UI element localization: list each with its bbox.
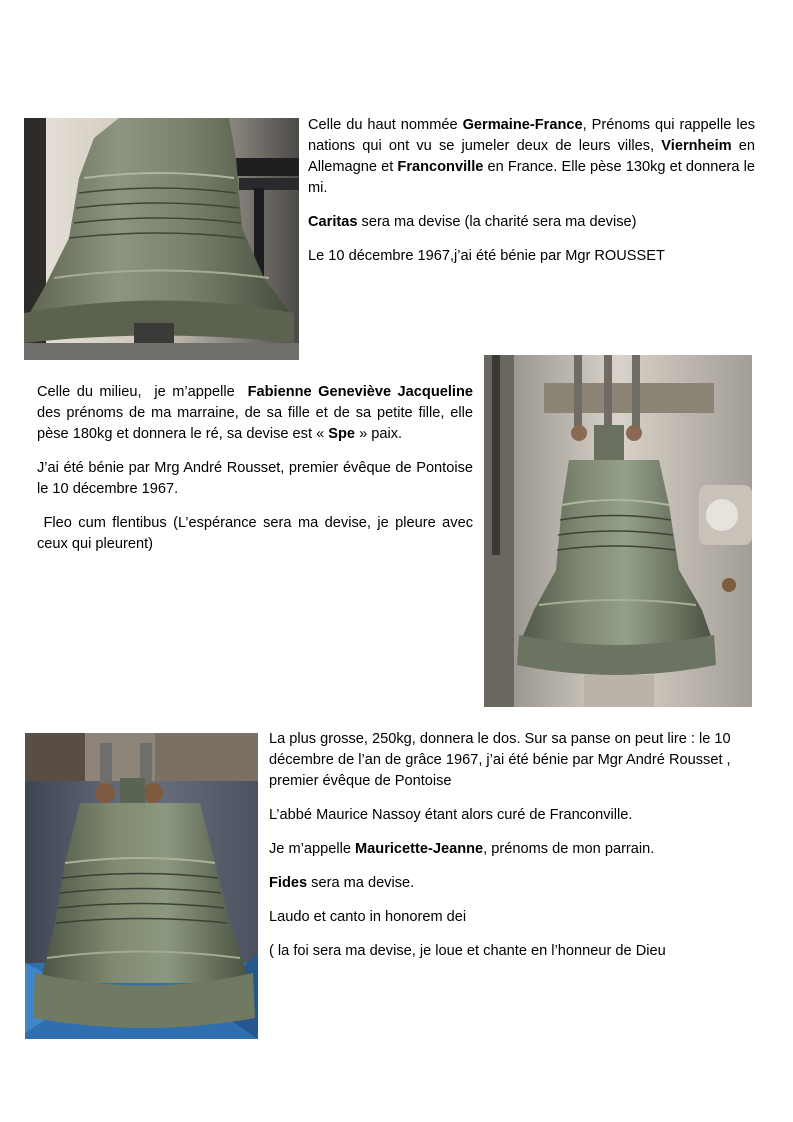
town-name-viernheim: Viernheim — [661, 138, 732, 154]
bell-name-mauricette-jeanne: Mauricette-Jeanne — [355, 841, 484, 857]
paragraph-laudo-et-canto: Laudo et canto in honorem dei — [269, 909, 467, 925]
text-run: , prénoms de mon parrain. — [483, 841, 655, 857]
paragraph-mauricette-jeanne — [269, 839, 755, 860]
text-run: en France. Elle pèse 130kg et donnera le mi. — [308, 159, 755, 196]
text-run: sera ma devise. — [307, 875, 415, 891]
text-block-germaine-france — [308, 115, 755, 280]
text-run: des prénoms de ma marraine, de sa fille et de sa petite fille, elle pèse 180kg et donnera le ré, sa devise est « — [37, 405, 473, 442]
paragraph-fabienne-intro — [37, 382, 473, 445]
text-run: en Allemagne et — [308, 138, 756, 175]
text-run: Celle du milieu, je m’appelle — [37, 384, 248, 400]
text-run: , Prénoms qui rappelle les nations qui ont vu se jumeler deux de leurs villes, — [308, 117, 755, 154]
paragraph-abbe-nassoy: L’abbé Maurice Nassoy étant alors curé de Franconville. — [269, 807, 633, 823]
bell-photo-3-image — [25, 733, 258, 1039]
paragraph-blessing-date-2: J’ai été bénie par Mrg André Rousset, premier évêque de Pontoise le 10 décembre 1967. — [37, 460, 473, 497]
motto-caritas: Caritas — [308, 214, 358, 230]
text-run: sera ma devise (la charité sera ma devise) — [357, 214, 637, 230]
paragraph-plus-grosse: La plus grosse, 250kg, donnera le dos. Sur sa panse on peut lire : le 10 décembre de l’an de grâce 1967, j’ai été bénie par Mgr André Rousset , premier évêque de Pontoise — [269, 731, 731, 789]
bell-photo-2-image — [484, 355, 752, 707]
bell-name-germaine-france: Germaine-France — [462, 117, 583, 133]
paragraph-fides-motto — [269, 873, 755, 894]
bell-name-fabienne-genevieve-jacqueline: Fabienne Geneviève Jacqueline — [247, 384, 473, 400]
text-block-mauricette-jeanne — [269, 729, 755, 975]
paragraph-caritas-motto — [308, 212, 755, 233]
motto-spe: Spe — [328, 426, 356, 442]
bell-photo-germaine-france — [24, 118, 299, 360]
text-run: » paix. — [355, 426, 403, 442]
text-run: Je m’appelle — [269, 841, 355, 857]
paragraph-la-foi-translation: ( la foi sera ma devise, je loue et chante en l’honneur de Dieu — [269, 943, 666, 959]
text-block-fabienne-genevieve-jacqueline — [37, 382, 478, 568]
paragraph-germaine-france-intro — [308, 115, 755, 199]
text-run: Celle du haut nommée — [308, 117, 463, 133]
bell-photo-fabienne-genevieve-jacqueline — [484, 355, 752, 707]
paragraph-fleo-cum-flentibus: Fleo cum flentibus (L’espérance sera ma devise, je pleure avec ceux qui pleurent) — [37, 515, 478, 552]
bell-photo-mauricette-jeanne — [25, 733, 258, 1039]
paragraph-blessing-date-1: Le 10 décembre 1967,j’ai été bénie par Mgr ROUSSET — [308, 248, 665, 264]
bell-photo-1-image — [24, 118, 299, 360]
motto-fides: Fides — [269, 875, 308, 891]
town-name-franconville: Franconville — [397, 159, 484, 175]
